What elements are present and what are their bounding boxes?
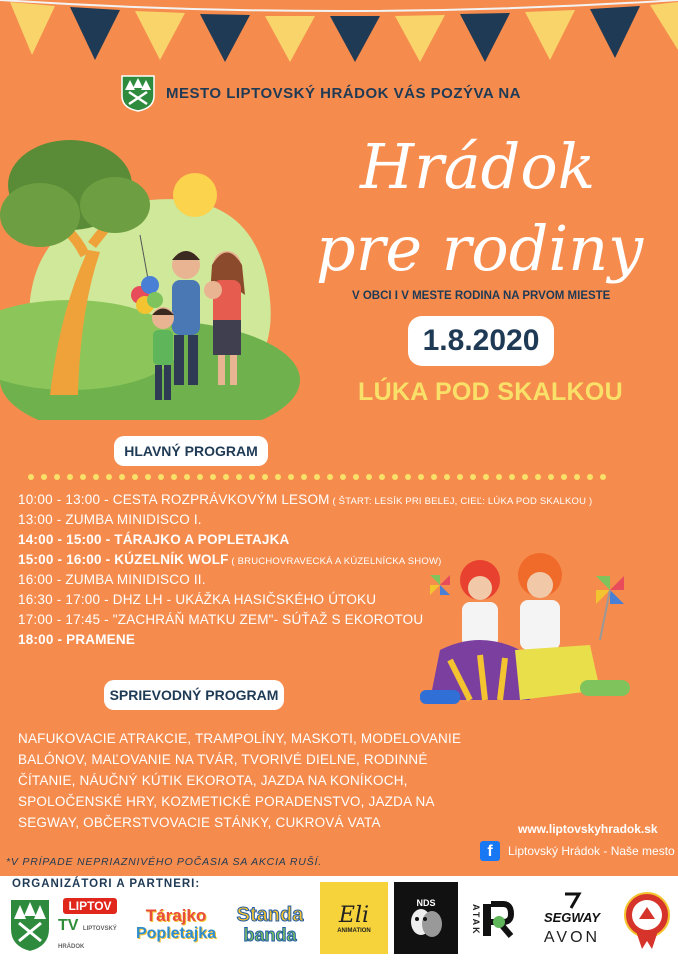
atak-logo: ATAK [464,888,522,952]
recycle-r-icon [481,900,515,940]
award-seal-logo [620,890,674,952]
program-row: 16:30 - 17:00 - DHZ LH - UKÁŽKA HASIČSKÉHO ÚTOKU [18,592,377,607]
dotted-divider [26,471,616,483]
family-illustration [0,130,300,420]
event-date: 1.8.2020 [408,316,554,366]
program-row: 14:00 - 15:00 - TÁRAJKO A POPLETAJKA [18,532,290,547]
facebook-page-name: Liptovský Hrádok - Naše mesto [508,844,675,858]
liptov-tv-logo: LIPTOV TV LIPTOVSKÝ HRÁDOK [58,898,117,950]
program-row: 18:00 - PRAMENE [18,632,136,647]
side-program-text: NAFUKOVACIE ATRAKCIE, TRAMPOLÍNY, MASKOTI, MODELOVANIE BALÓNOV, MAĽOVANIE NA TVÁR, TVORIVÉ DIELNE, RODINNÉ ČÍTANIE, NÁUČNÝ KÚTIK EKOROTA, JAZDA NA KONÍKOCH, SPOLOČENSKÉ HRY, KOZMETICKÉ PORADENSTVO, JAZDA NA SEGWAY, OBČERSTVOVACIE STÁNKY, CUKROVÁ VATA [18,731,462,830]
program-row: 17:00 - 17:45 - "ZACHRÁŇ MATKU ZEM"- SÚŤAŽ S EKOROTOU [18,612,424,627]
event-title-line1: Hrádok [360,130,596,203]
program-row: 13:00 - ZUMBA MINIDISCO I. [18,512,202,527]
partners-band [0,876,678,960]
town-crest-logo [8,896,52,954]
theatre-masks-icon [409,908,443,938]
standa-banda-logo: Standa banda [236,904,304,945]
nds-theatre-logo: NDS [394,882,458,954]
event-location: LÚKA POD SKALKOU [358,378,623,406]
facebook-icon: f [480,841,500,861]
eli-animation-logo: Eli ANIMATION [320,882,388,954]
clowns-photo [420,550,678,720]
program-row: 15:00 - 16:00 - KÚZELNÍK WOLF ( BRUCHOVRAVECKÁ A KÚZELNÍCKA SHOW) [18,552,442,567]
tarajko-popletajka-logo: Tárajko Popletajka [135,906,217,942]
main-program-heading: HLAVNÝ PROGRAM [114,436,268,466]
event-title-line2: pre rodiny [316,212,644,285]
website-link[interactable]: www.liptovskyhradok.sk [518,822,658,836]
invite-text: MESTO LIPTOVSKÝ HRÁDOK VÁS POZÝVA NA [166,84,521,102]
program-row: 16:00 - ZUMBA MINIDISCO II. [18,572,206,587]
segway-icon [561,892,583,910]
event-subtitle: V OBCI I V MESTE RODINA NA PRVOM MIESTE [352,290,611,302]
town-crest-icon [120,74,156,112]
side-program-heading: SPRIEVODNÝ PROGRAM [104,680,284,710]
weather-note: *V PRÍPADE NEPRIAZNIVÉHO POČASIA SA AKCIA RUŠÍ. [6,856,322,868]
header-invite [120,74,521,112]
facebook-link[interactable] [480,841,675,861]
program-row: 10:00 - 13:00 - CESTA ROZPRÁVKOVÝM LESOM ( ŠTART: LESÍK PRI BELEJ, CIEĽ: LÚKA POD SKALKOU ) [18,492,593,507]
segway-avon-logo: SEGWAY AVON [530,884,614,954]
partners-label: ORGANIZÁTORI A PARTNERI: [12,878,201,890]
